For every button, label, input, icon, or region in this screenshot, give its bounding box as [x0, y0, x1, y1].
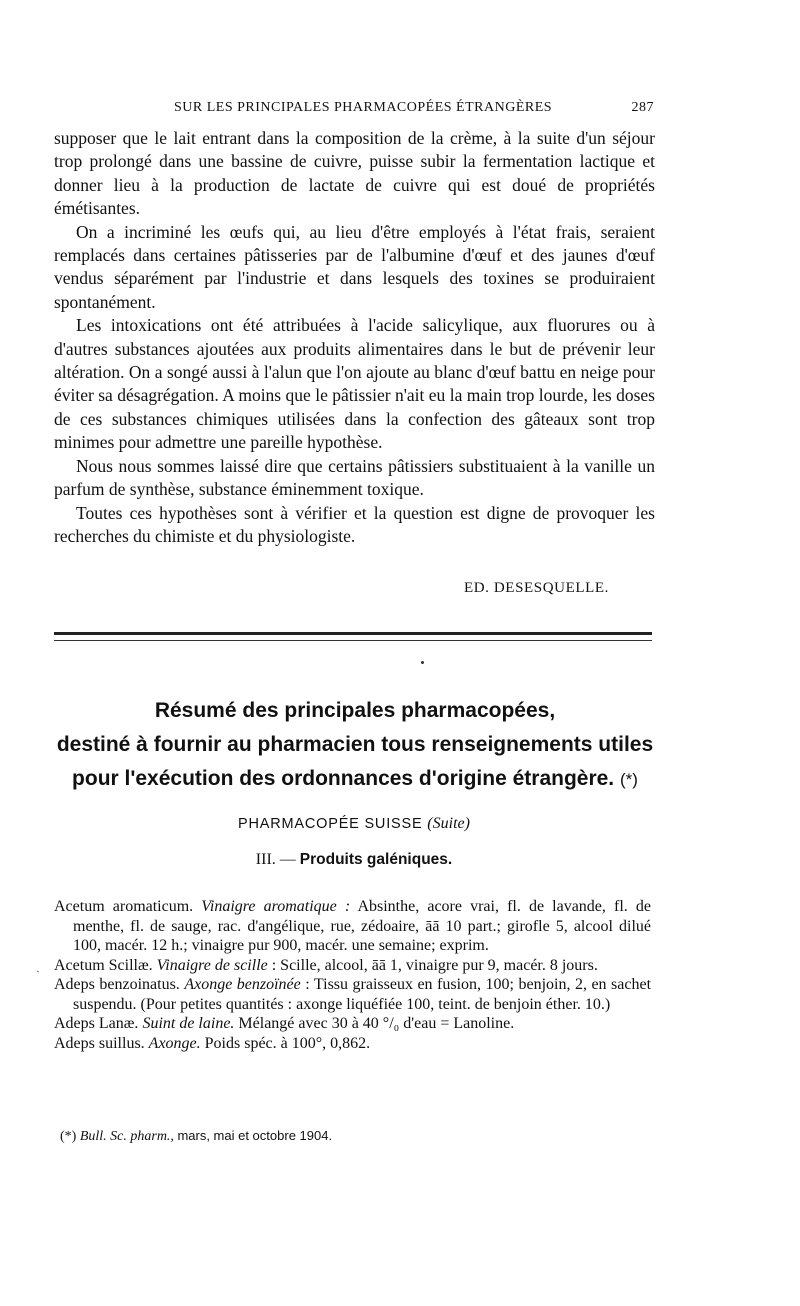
subsection-heading	[54, 851, 654, 869]
footnote	[60, 1128, 660, 1145]
running-header	[54, 100, 654, 122]
title-line: Résumé des principales pharmacopées,	[154, 699, 556, 722]
french-name: Vinaigre de scille	[156, 956, 268, 974]
section-heading	[54, 815, 654, 833]
section-suite: (Suite)	[427, 815, 470, 832]
section-divider-thick	[54, 632, 652, 635]
margin-mark: `	[36, 968, 40, 982]
latin-name: Adeps suillus.	[54, 1034, 145, 1052]
subsection-name: Produits galéniques.	[299, 851, 453, 868]
page-number: 287	[631, 100, 654, 115]
footnote-mark: (*)	[60, 1129, 77, 1144]
ornament-dot	[421, 661, 424, 664]
list-item	[54, 956, 651, 976]
french-name: Axonge.	[148, 1034, 201, 1052]
latin-name: Adeps benzoinatus.	[54, 976, 180, 993]
paragraph: Nous nous sommes laissé dire que certains pâtissiers substituaient à la vanille un parfum de synthèse, substance éminemment toxique.	[54, 455, 655, 500]
paragraph: On a incriminé les œufs qui, au lieu d'être employés à l'état frais, seraient remplacés dans certaines pâtisseries par de l'albumine d'œuf et des jaunes d'œuf vendus séparément par l'industrie et dans lesquels des toxines se produiraient spontanément.	[54, 221, 655, 312]
entry-text: : Tissu graisseux en fusion, 100; benjoin, 2, en sachet suspendu. (Pour petites quantités : axonge liquéfiée 100, teint. de benjoin éther. 10.)	[73, 976, 652, 1013]
running-title: SUR LES PRINCIPALES PHARMACOPÉES ÉTRANGÈRES	[174, 100, 553, 115]
paragraph: supposer que le lait entrant dans la composition de la crème, à la suite d'un séjour trop prolongé dans une bassine de cuivre, puisse subir la fermentation lactique et donner lieu à la production de lactate de cuivre qui est doué de propriétés émétisantes.	[54, 128, 655, 219]
title-line: destiné à fournir au pharmacien tous renseignements utiles	[56, 733, 654, 756]
french-name: Axonge benzoïnée	[184, 976, 301, 993]
footnote-source: Bull. Sc. pharm.,	[79, 1129, 174, 1144]
paragraph: Toutes ces hypothèses sont à vérifier et la question est digne de provoquer les recherches du chimiste et du physiologiste.	[54, 502, 655, 546]
footnote-reference: (*)	[619, 770, 638, 789]
list-item	[54, 897, 651, 956]
article-body	[54, 127, 655, 548]
entry-list	[54, 897, 651, 1053]
section-name: PHARMACOPÉE SUISSE	[238, 816, 423, 832]
section-divider-thin	[54, 640, 652, 641]
french-name: Suint de laine.	[142, 1015, 235, 1032]
title-line: pour l'exécution des ordonnances d'origine étrangère.	[72, 767, 615, 790]
entry-text: Absinthe, acore vrai, fl. de lavande, fl. de menthe, fl. de sauge, rac. d'angélique, rue, zédoaire, āā 10 part.; girofle 5, alcool dilué 100, macér. 12 h.; vinaigre pur 900, macér. une semaine; exprim.	[73, 898, 651, 954]
list-item	[54, 1034, 651, 1054]
french-name: Vinaigre aromatique :	[201, 898, 351, 915]
author-signature: ED. DESESQUELLE.	[463, 580, 609, 596]
latin-name: Adeps Lanæ.	[54, 1015, 139, 1032]
entry-text: : Scille, alcool, āā 1, vinaigre pur 9, macér. 8 jours.	[271, 956, 598, 974]
footnote-dates: mars, mai et octobre 1904.	[177, 1128, 333, 1143]
subsection-numeral: III. —	[255, 851, 296, 868]
latin-name: Acetum aromaticum.	[54, 898, 194, 915]
entry-text: Mélangé avec 30 à 40 °/₀ d'eau = Lanoline.	[238, 1015, 515, 1032]
title-line-with-footnote	[30, 762, 680, 797]
entry-text: Poids spéc. à 100°, 0,862.	[204, 1034, 371, 1052]
latin-name: Acetum Scillæ.	[54, 956, 153, 974]
article-title	[30, 694, 680, 797]
list-item	[54, 1014, 651, 1034]
list-item	[54, 975, 651, 1014]
paragraph: Les intoxications ont été attribuées à l'acide salicylique, aux fluorures ou à d'autres substances ajoutées aux produits alimentaires dans le but de prévenir leur altération. On a songé aussi à l'alun que l'on ajoute au blanc d'œuf battu en neige pour éviter sa désagrégation. A moins que le pâtissier n'ait eu la main trop lourde, les doses de ces substances chimiques utilisées dans la confection des gâteaux sont trop minimes pour admettre une pareille hypothèse.	[54, 315, 655, 453]
